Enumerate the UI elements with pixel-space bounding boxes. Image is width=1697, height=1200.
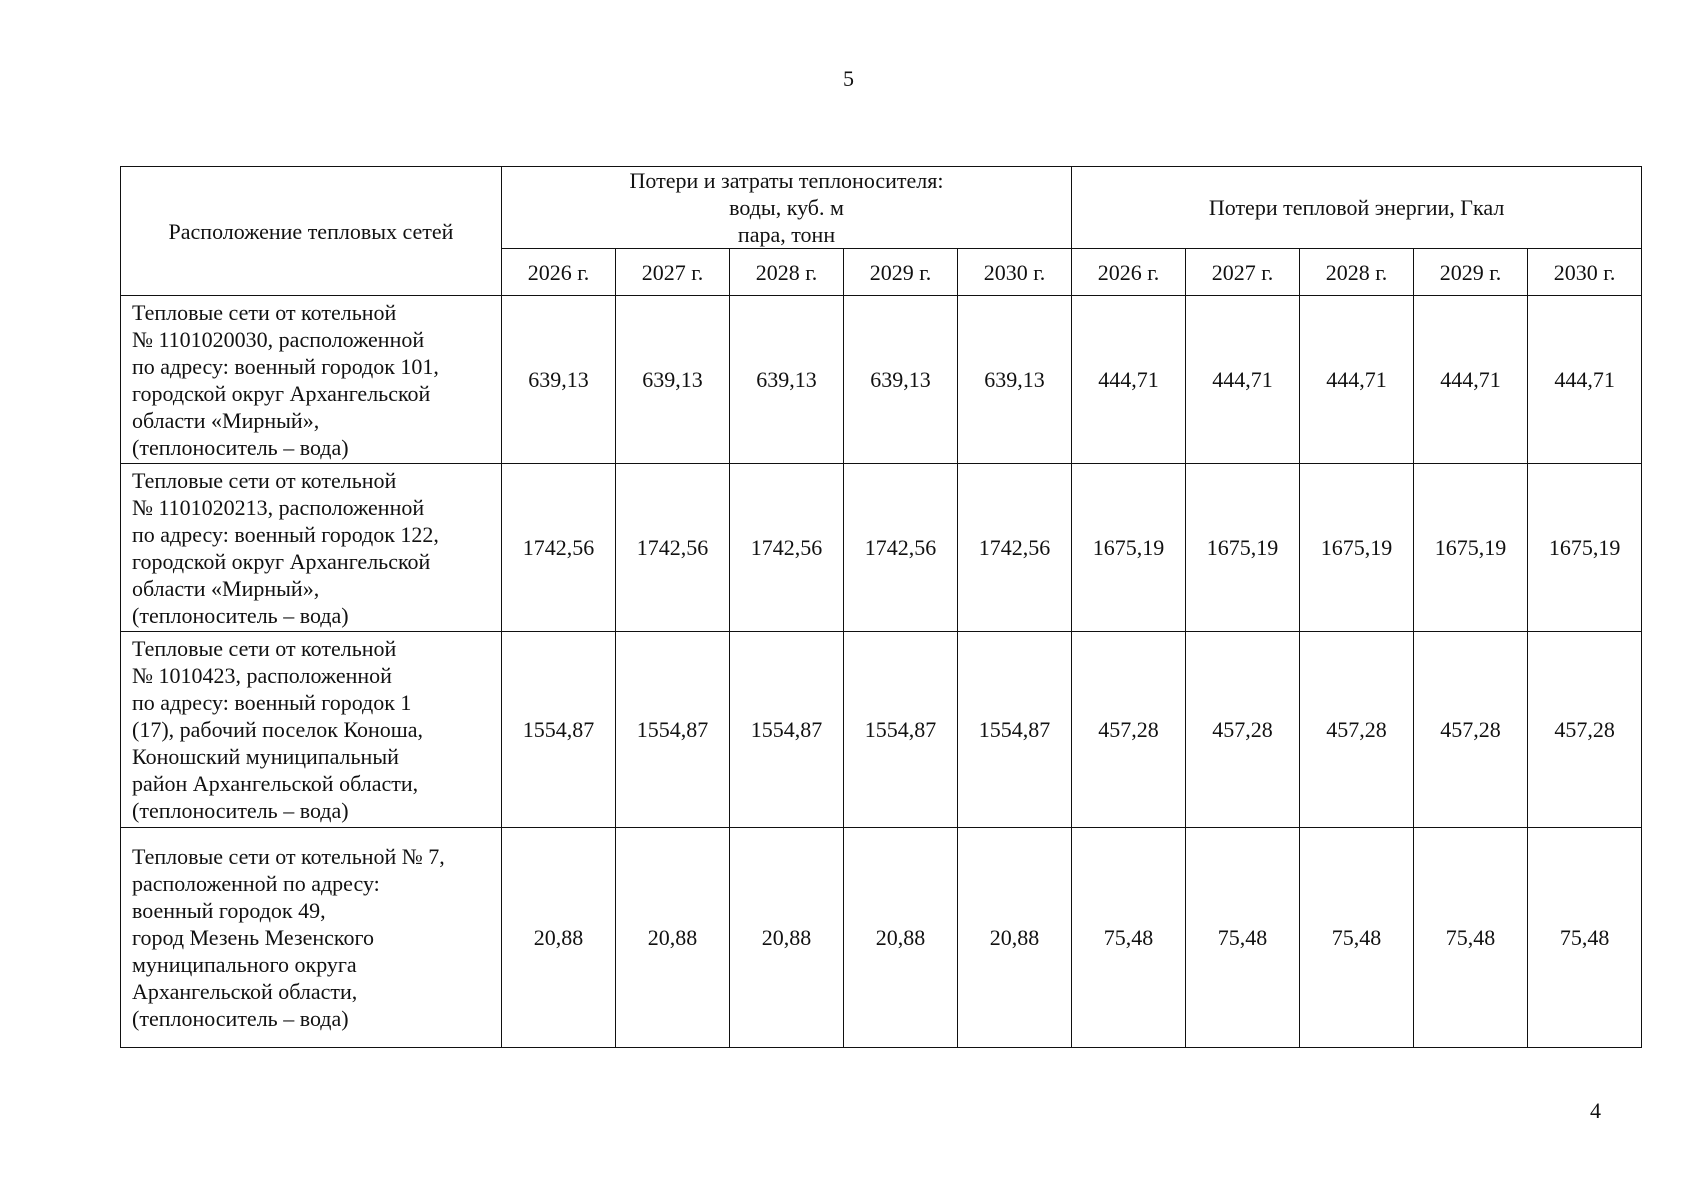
coolant-value-cell: 639,13 <box>502 296 616 464</box>
heat-value-cell: 457,28 <box>1186 632 1300 828</box>
heat-value-cell: 444,71 <box>1186 296 1300 464</box>
coolant-value-cell: 639,13 <box>730 296 844 464</box>
year-header: 2028 г. <box>1300 249 1414 296</box>
location-cell: Тепловые сети от котельной № 1101020030, расположенной по адресу: военный городок 101, городской округ Архангельской области «Мирный», (теплоноситель – вода) <box>121 296 502 464</box>
coolant-value-cell: 20,88 <box>502 828 616 1048</box>
year-header: 2027 г. <box>1186 249 1300 296</box>
heat-value-cell: 457,28 <box>1072 632 1186 828</box>
year-header: 2029 г. <box>844 249 958 296</box>
heat-value-cell: 75,48 <box>1414 828 1528 1048</box>
coolant-losses-header <box>502 167 1072 249</box>
coolant-value-cell: 1742,56 <box>958 464 1072 632</box>
coolant-header-line: пара, тонн <box>737 222 836 247</box>
heat-value-cell: 457,28 <box>1528 632 1642 828</box>
table-row <box>121 632 1642 828</box>
year-header: 2027 г. <box>616 249 730 296</box>
heat-value-cell: 457,28 <box>1300 632 1414 828</box>
location-cell: Тепловые сети от котельной № 1101020213, расположенной по адресу: военный городок 122, городской округ Архангельской области «Мирный», (теплоноситель – вода) <box>121 464 502 632</box>
heat-losses-header: Потери тепловой энергии, Гкал <box>1072 167 1642 249</box>
year-header: 2030 г. <box>958 249 1072 296</box>
location-header: Расположение тепловых сетей <box>121 167 502 296</box>
heat-value-cell: 444,71 <box>1414 296 1528 464</box>
heat-losses-table <box>120 166 1642 1048</box>
table-row <box>121 296 1642 464</box>
coolant-value-cell: 1554,87 <box>502 632 616 828</box>
coolant-value-cell: 20,88 <box>730 828 844 1048</box>
header-row-groups <box>121 167 1642 249</box>
location-cell: Тепловые сети от котельной № 1010423, расположенной по адресу: военный городок 1 (17), рабочий поселок Коноша, Коношский муниципальный район Архангельской области, (теплоноситель – вода) <box>121 632 502 828</box>
coolant-value-cell: 1554,87 <box>958 632 1072 828</box>
coolant-value-cell: 20,88 <box>844 828 958 1048</box>
coolant-header-line: воды, куб. м <box>729 195 844 220</box>
heat-value-cell: 75,48 <box>1186 828 1300 1048</box>
table-row <box>121 464 1642 632</box>
coolant-value-cell: 639,13 <box>958 296 1072 464</box>
heat-value-cell: 1675,19 <box>1414 464 1528 632</box>
heat-value-cell: 75,48 <box>1072 828 1186 1048</box>
page-number-top: 5 <box>843 66 854 91</box>
coolant-value-cell: 20,88 <box>616 828 730 1048</box>
heat-value-cell: 444,71 <box>1300 296 1414 464</box>
coolant-value-cell: 1742,56 <box>844 464 958 632</box>
heat-value-cell: 1675,19 <box>1072 464 1186 632</box>
coolant-value-cell: 639,13 <box>616 296 730 464</box>
page-number-bottom: 4 <box>1590 1098 1601 1123</box>
heat-value-cell: 75,48 <box>1300 828 1414 1048</box>
coolant-value-cell: 1742,56 <box>502 464 616 632</box>
coolant-value-cell: 20,88 <box>958 828 1072 1048</box>
year-header: 2026 г. <box>502 249 616 296</box>
heat-value-cell: 1675,19 <box>1528 464 1642 632</box>
heat-value-cell: 1675,19 <box>1300 464 1414 632</box>
heat-value-cell: 444,71 <box>1072 296 1186 464</box>
coolant-value-cell: 639,13 <box>844 296 958 464</box>
coolant-value-cell: 1554,87 <box>844 632 958 828</box>
year-header: 2029 г. <box>1414 249 1528 296</box>
heat-value-cell: 1675,19 <box>1186 464 1300 632</box>
coolant-header-line: Потери и затраты теплоносителя: <box>629 168 944 193</box>
heat-value-cell: 444,71 <box>1528 296 1642 464</box>
coolant-value-cell: 1742,56 <box>616 464 730 632</box>
coolant-value-cell: 1742,56 <box>730 464 844 632</box>
location-cell: Тепловые сети от котельной № 7, расположенной по адресу: военный городок 49, город Мезень Мезенского муниципального округа Архангельской области, (теплоноситель – вода) <box>121 828 502 1048</box>
heat-value-cell: 457,28 <box>1414 632 1528 828</box>
coolant-value-cell: 1554,87 <box>730 632 844 828</box>
table-row <box>121 828 1642 1048</box>
year-header: 2028 г. <box>730 249 844 296</box>
year-header: 2026 г. <box>1072 249 1186 296</box>
year-header: 2030 г. <box>1528 249 1642 296</box>
heat-value-cell: 75,48 <box>1528 828 1642 1048</box>
coolant-value-cell: 1554,87 <box>616 632 730 828</box>
